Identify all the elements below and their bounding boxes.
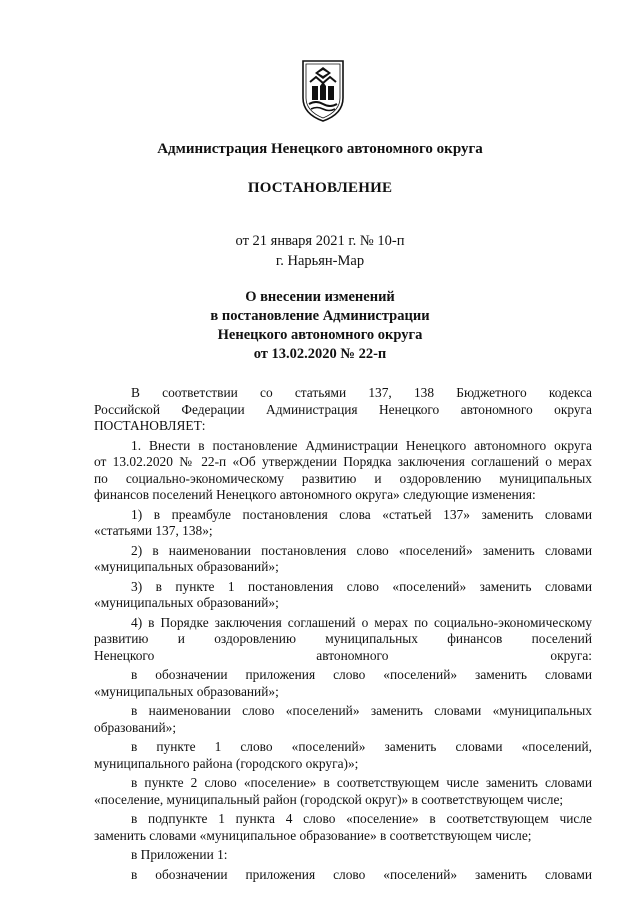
body-line: в обозначении приложения слово «поселений» заменить словами [131,667,592,682]
document-type: ПОСТАНОВЛЕНИЕ [247,180,393,196]
body-line: В соответствии со статьями 137, 138 Бюджетного кодекса [131,385,592,400]
body-line: «муниципальных образований»; [94,595,279,610]
body-line: «поселение, муниципальный район (городской округ)» в соответствующем числе; [94,791,564,807]
body-line: «муниципальных образований»; [94,559,279,574]
body-paragraph [94,615,592,665]
body-line: образований»; [94,719,177,735]
body-line: «муниципальных образований»; [94,683,279,699]
body-paragraph [94,739,592,772]
body-line: Ненецкого автономного округа: [94,647,592,663]
body-paragraph [94,543,592,576]
body-line: ПОСТАНОВЛЯЕТ: [94,418,206,433]
title-line: Ненецкого автономного округа [217,327,423,343]
body-paragraph [94,811,592,844]
body-line: от 13.02.2020 № 22-п «Об утверждении Порядка заключения соглашений о мерах [94,454,592,469]
body-line: в Приложении 1: [131,847,228,862]
body-line: 2) в наименовании постановления слово «поселений» заменить словами [131,542,592,558]
body-paragraph [94,847,592,864]
body-paragraph [94,579,592,612]
body-line: 4) в Порядке заключения соглашений о мерах по социально-экономическому [131,614,592,630]
body-paragraph [94,667,592,700]
body-paragraph [94,438,592,504]
body-line: по социально-экономическому развитию и оздоровлению муниципальных [94,470,592,486]
coat-of-arms-icon [300,58,346,124]
body-line: «статьями 137, 138»; [94,523,213,538]
body-paragraph [94,703,592,736]
body-line: развитию и оздоровлению муниципальных финансов поселений [94,631,592,646]
body-line: в обозначении приложения слово «поселений» заменить словами [131,866,592,882]
body-paragraph [94,385,592,435]
body-line: 1. Внести в постановление Администрации Ненецкого автономного округа [131,437,592,453]
body-paragraph [94,867,592,884]
body-paragraph [94,507,592,540]
organization-name: Администрация Ненецкого автономного округа [157,141,483,157]
body-line: финансов поселений Ненецкого автономного округа» следующие изменения: [94,487,536,502]
body-line: в пункте 1 слово «поселений» заменить словами «поселений, [131,739,592,754]
title-line: от 13.02.2020 № 22-п [253,346,387,362]
body-line: 3) в пункте 1 постановления слово «поселений» заменить словами [131,578,592,594]
document-date-number: от 21 января 2021 г. № 10-п [235,233,405,249]
body-line: в подпункте 1 пункта 4 слово «поселение» в соответствующем числе [131,811,592,826]
title-line: О внесении изменений [245,289,395,305]
document-body [94,385,592,886]
body-line: в пункте 2 слово «поселение» в соответствующем числе заменить словами [131,775,592,790]
body-line: заменить словами «муниципальное образование» в соответствующем числе; [94,827,532,843]
body-line: муниципального района (городского округа)»; [94,755,359,771]
title-line: в постановление Администрации [210,308,430,324]
document-place: г. Нарьян-Мар [275,253,365,269]
body-line: Российской Федерации Администрация Ненецкого автономного округа [94,401,592,417]
body-paragraph [94,775,592,808]
document-title [0,288,640,364]
body-line: в наименовании слово «поселений» заменить словами «муниципальных [131,703,592,718]
body-line: 1) в преамбуле постановления слова «статьей 137» заменить словами [131,506,592,522]
